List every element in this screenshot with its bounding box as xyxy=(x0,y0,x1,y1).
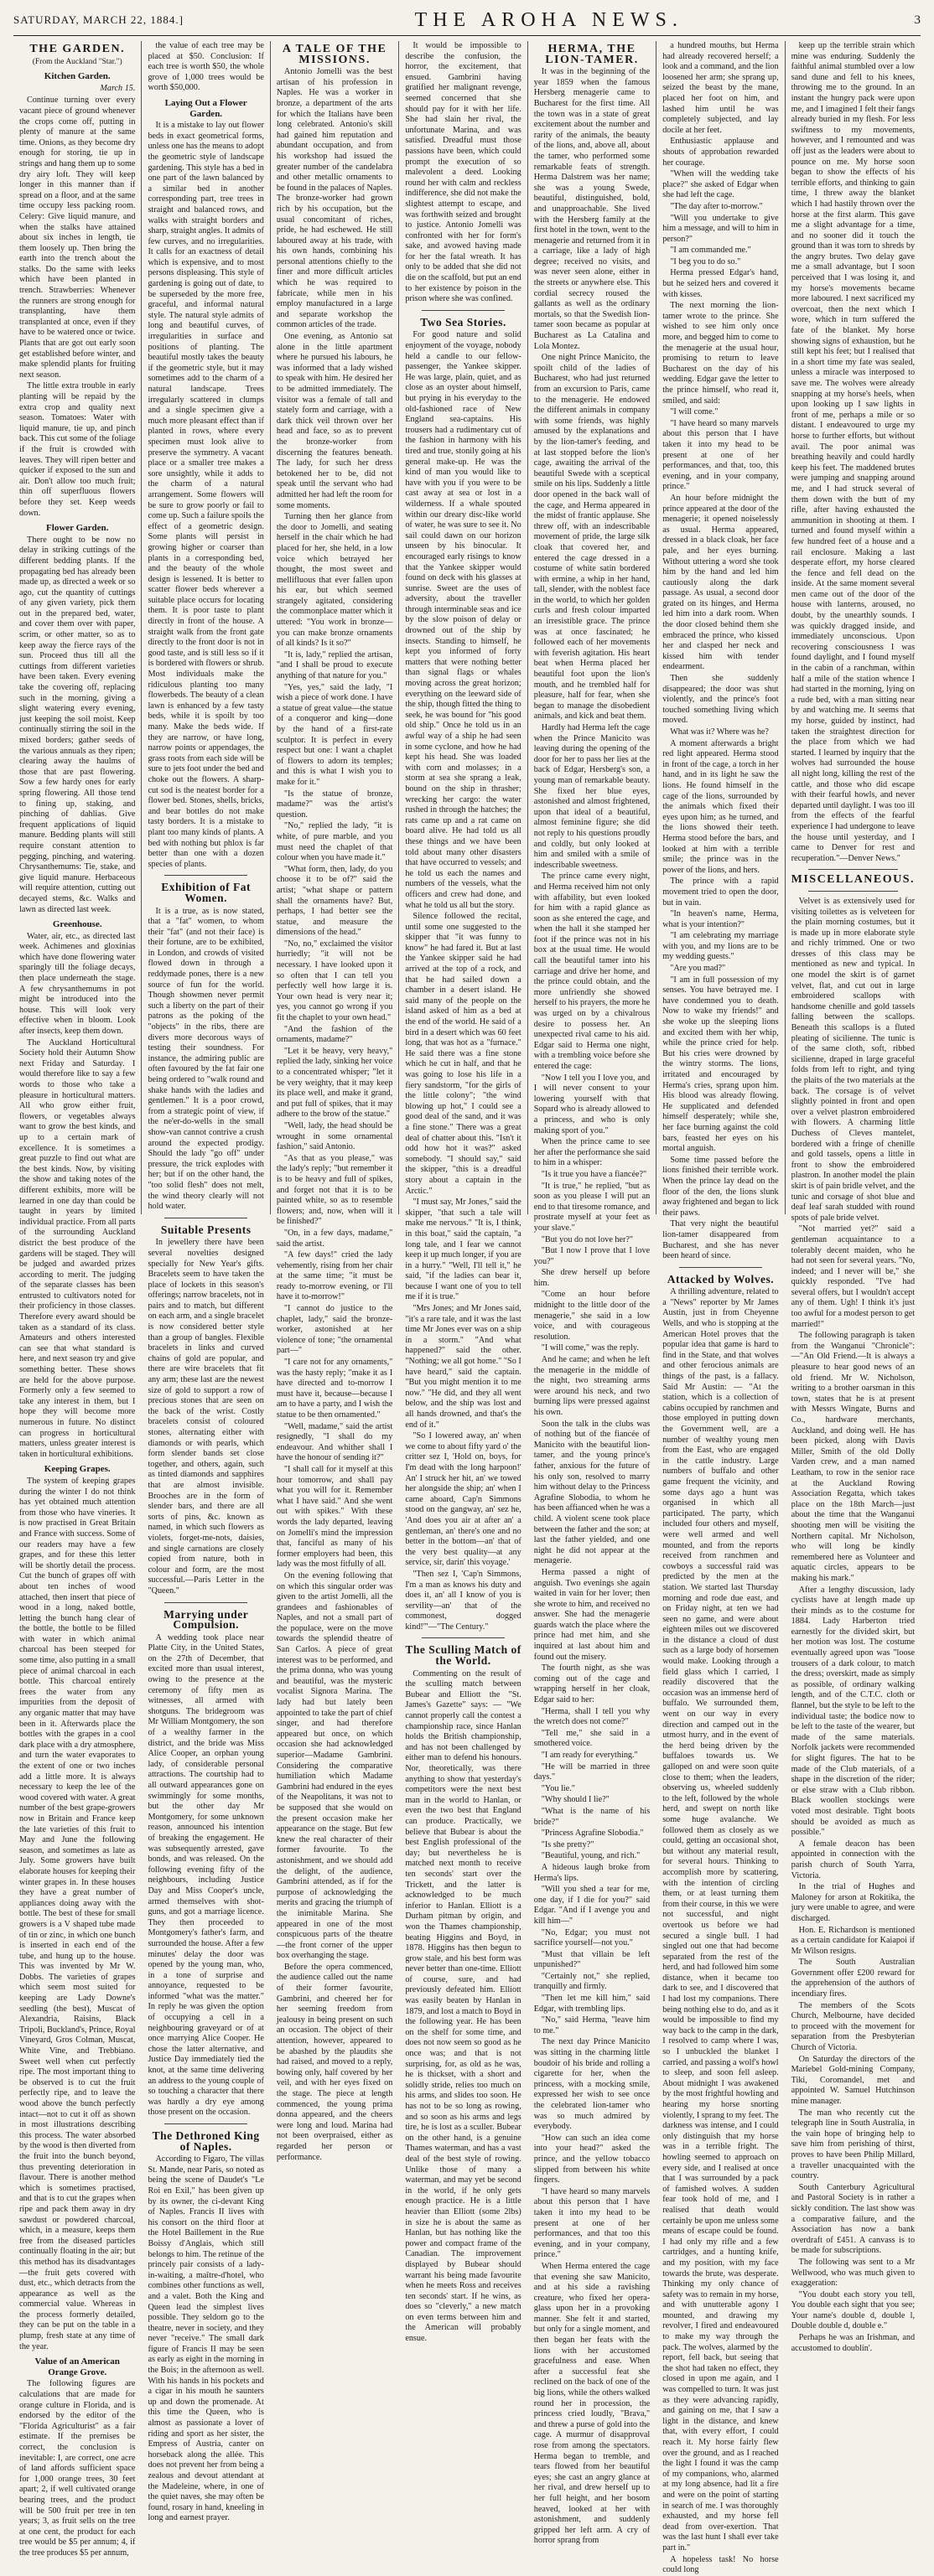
paragraph: "I am ready for everything." xyxy=(541,1751,638,1760)
divider xyxy=(679,1267,761,1268)
paragraph: Herma pressed Edgar's hand, but he seized hers and covered it with kisses. xyxy=(662,268,779,299)
paragraph: "Yes, yes," said the lady, "I wish a piece of work done. I have a statue of great value—the statue of a conqueror and king—done by the hand of a first-rate sculptor. It is perfect in every respect but one: I want a chaplet of flowers to adorn its temples; and this is what I wish you to make for it." xyxy=(276,682,393,787)
paragraph: The prince came every night, and Herma received him not only with affability, but even looked for him with a rapid glance as soon as she entered the cage, and when the hall it she stamped her foot if the prince was not in his box at the usual time. He would call the beautiful tamer into his carriage and drive her home, and the prince could obtain, and the more unfriendly she showed herself to his prayers, the more he was urged on by a chivalrous desire to possess her. An unexpected rival came to his aid. Edgar said to Herma one night, with a trembling voice before she entered the cage: xyxy=(533,872,651,1071)
paragraph: The following paragraph is taken from the Wanganui "Chronicle":—"An Old Friend.—It is always a pleasure to hear good news of an old friend. Mr W. Nicholson, writing to a brother oarsman in this town, states that he is at present with Messrs Wingate, Burns and Co., hardware merchants, Auckland, and doing well. He has been picked, along with Davis Miller, Smith of the old Dolly Varden crew, and a man named Leatham, to row in the senior race at the Auckland Rowing Association Regatta, which takes place on the 18th March—just about the time that the Wanganui shooting men will be visiting the Northern capital. Mr Nicholson, who will long be kindly remembered here as Volunteer and aquatic circles, appears to be making his mark." xyxy=(791,1331,916,1583)
paragraph: The next day Prince Manicito was sitting in the charming little boudoir of his bride and rolling a cigarette for her, when the princess, with a mocking smile, expressed her wish to see once the celebrated lion-tamer who was so much admired by everybody. xyxy=(533,2037,651,2132)
paragraph: It is a true, as is now stated, that a "fat" women, to whom their "fat" (and not their face) is their fortune, are to be exhibited, in London, and crowds of visited flowed down in through a reddymade pones, there is a new source of fun for the world. Though showmen never permit such a liberty on the part of their patrons as the poking of the "objects" in the ribs, there are divers more decorous ways of testing their soundness. For instance, the admiring public are often favoured by the fat fair one being ordered to "walk round and shake hands with the ladies and gentlemen." It is a poor crowd, from a strategic point of view, if the ne'er-do-wells in the small show-van cannot contrive a crush around the expected prodigy. Should the lady "go off" under pressure, the trick explodes with her; but if on the other hand, the "too solid flesh" does not melt, the wind theory clearly will not hold water. xyxy=(148,906,264,1212)
column-7 xyxy=(786,41,921,2353)
paragraph: "Then sez I, 'Cap'n Simmons, I'm a man as knows his duty and does it, an' all I know of you is servility—an' that of the commonest, dogged kind!'"—"The Century." xyxy=(405,1569,521,1632)
paragraph: "You doubt each story you tell, You double each sight that you see; Your name's double d, double l, Double double d, double e." xyxy=(791,2289,916,2331)
subheading-orange-grove: Value of an American Orange Grove. xyxy=(34,2356,120,2377)
paragraph: "No, no," exclaimed the visitor hurriedly; "it will not be necessary. I have looked upon it so often that I can tell you perfectly well how large it is. Your own head is very near it; yes, you cannot go wrong if you fit the chaplet to your own head." xyxy=(276,939,393,1023)
paragraph: "The day after to-morrow." xyxy=(670,201,763,211)
paragraph: "I beg you to do so." xyxy=(670,256,741,266)
paragraph: A wedding took place near Platte City, in the United States, on the 27th of December, that excited more than usual interest, owing to the presence at the ceremony of fifty men as witnesses, all armed with shotguns. The bridegroom was Mr William Montgomery, the son of a wealthy farmer in the district, and the bride was Miss Alice Cooper, an orphan young lady, of considerable personal attractions. The courtship had to all outward appearances gone on swimmingly for some months, but the other day Mr Montgomery, for some unknown reason, announced his intention of breaking the engagement. He was subsequently arrested, gave bonds, and was released. On the following evening fifty of the neighbours, including Justice Day and Miss Cooper's uncle, armed themselves with shot-guns, and got a marriage licence. They then proceeded to Montgomery's father's farm, and surrounded the house. After a few minutes' delay the door was opened by the young man, who, in a tone of surprise and annoyance, requested to be informed "what was the matter." In reply he was given the option of occupying a cell in a neighbouring graveyard or of at once marrying Alice Cooper. He chose the latter alternative, and Justice Day immediately tied the knot, at the same time delivering an address to the young couple of so touching a character that there was hardly a dry eye among those present on the occasion. xyxy=(148,1632,264,2118)
paragraph: "I am celebrating my marriage with you, and my lions are to be my wedding guests." xyxy=(662,931,779,962)
paragraph: Antonio Jomelli was the best artisan of his profession in Naples. He was a worker in bronze, a department of the arts for which the Italians have been long celebrated. Antonio's skill had gained him reputation and abundant occupation, and from his workshop had issued the greater number of the candelabra and other metallic ornaments to be found in the palaces of Naples. The bronze-worker had grown rich by his occupation, but the usual concomitant of riches, pride, he had eschewed. He still laboured away at his trade, with his own hands, combining his personal attentions chiefly to the finer and more difficult articles which he was required to fabricate, while men in his employ manufactured in a large and separate workshop the common articles of the trade. xyxy=(276,67,393,330)
paragraph: On Saturday the directors of the Mariebel Gold-mining Company, Tiki, Coromandel, met and appointed W. Samuel Hutchinson mine manager. xyxy=(791,2054,916,2106)
paragraph: "But I now I prove that I love you?" xyxy=(533,1246,651,1266)
columns xyxy=(13,41,921,2575)
paragraph: "No," said Herma, "leave him to me." xyxy=(533,2015,651,2035)
masthead xyxy=(13,8,921,36)
paragraph: It would be impossible to describe the confusion, the horror, the excitement, that ensued. Gambrini having gratified her malignant revenge, seemed concerned that she should pay for it with her life. She had slain her rival, the unfortunate Marina, and was satisfied. Dreadful must those passions have been, which could prompt the execution of so malevolent a deed. Looking round her with calm and reckless indifference, she did not make the slightest attempt to escape, and was forthwith seized and brought to justice. Antonio Jomelli was confronted with her for form's sake, and avowed having made for her the fatal wreath. It has only to be added that she did not die on the scaffold, but put an end to her existence by poison in the prison where she was confined. xyxy=(405,41,521,304)
column-3 xyxy=(271,41,399,2162)
paragraph: the value of each tree may be placed at $50. Conclusion: If each tree is worth $50, the whole grove of 1,000 trees would be worth $50,000. xyxy=(148,41,264,93)
paragraph: "Is it true you have a fiancée?" xyxy=(541,1169,647,1179)
paragraph: "Will you shed a tear for me, one day, if I die for you?" said Edgar. "And if I avenge you and kill him—" xyxy=(533,1885,651,1926)
paragraph: "Will you undertake to give him a message, and will to him in person?" xyxy=(662,213,779,244)
paragraph: "So I lowered away, an' when we come to about fifty yard o' the critter sez I, 'Hold on, boys, for I'm dead with the long harpoon!' An' I struck her hit, an' we towed her alongside the ship; an' when I came aboard, Cap'n Simmons stood on the gangway, an' sez he, 'And does you air at after an' a gentleman, an' there's one and no better in the bottom—an' that of the very best quality—at any service, sir, darin' this voyage.' xyxy=(405,1431,521,1568)
paragraph: "In heaven's name, Herma, what is your intention?" xyxy=(662,909,779,929)
paragraph: "Let it be heavy, very heavy," replied the lady, sinking her voice to a concentrated whisper; "let it be very weighty, that it may keep its place well, and make it grand, and put full of spikes, that it may adhere to the brow of the statue." xyxy=(276,1046,393,1120)
paragraph: "Mrs Jones; and Mr Jones said, "it's a rare tale, and it was the last time Mr Jones ever was on a ship in a storm." "And what happened?" said the other. "Nothing; we all got home." "So I have heard," said the captain. "But you might mention it to me now." "He did, and they all went below, and the ship was lost and all hands drowned, and that's the end of it." xyxy=(405,1304,521,1430)
paragraph: "And the fashion of the ornaments, madame?" xyxy=(276,1024,393,1045)
paragraph: "Not married yet?" said a gentleman acquaintance to a tolerably decent maiden, who he had not seen for several years. "No, indeed; and I never will be," she quickly responded. "I've had several offers, but I wouldn't accept any of them. Ugh! I think it's just too awful for a modest person to get married!" xyxy=(791,1224,916,1329)
paragraph: "I am commanded me." xyxy=(670,246,751,256)
paragraph: When Herma entered the cage that evening she saw Manicito, and at his side a ravishing creature, who fixed her opera-glass upon her in a provoking manner. She felt it and started, but only for a single moment, and then began her feats with the lions with her accustomed gracefulness and ease. When after a successful feat she reclined on the back of one of the big lions, while the others walked round her in procession, the princess cried loudly, "Brava," and threw a purse of gold into the cage. A murmur of disapproval rose from among the spectators. Herma began to tremble, and tears flowed from her beautiful eyes; she cast an angry glance at her rival, and drew herself up to her full height, and her bosom heaved, looked at her with astonishment, and suddenly gripped her left arm. A cry of horror sprang from xyxy=(533,2261,651,2546)
issue-date: SATURDAY, MARCH 22, 1884.] xyxy=(13,13,184,26)
paragraph: The following figures are calculations that are made for orange culture in Florida, and is endorsed by the editor of the "Florida Agriculturist" as a fair estimate. If the premises be correct, the conclusion is inevitable: I, are correct, one acre of land affords sufficient space for 1,000 orange trees, 30 feet apart; 2, if well cultivated orange bearing trees, and the product will be 500 fruit per tree in ten years; 3, as fruit sells on the tree at one cent, the product for each tree would be $5 per annum; 4, if the tree produces $5 per annum, xyxy=(19,2379,136,2558)
article-heading-tale-missions: A TALE OF THE MISSIONS. xyxy=(282,43,387,66)
divider xyxy=(422,1637,504,1638)
paragraph: An hour before midnight the prince appeared at the door of the menagerie; it opened noiselessly as usual. Herma appeared, dressed in a black cloak, her face pale, and her eyes burning. Without uttering a word she took him by the hand and led him cautiously along the dark passage. As usual, a second door grated on its hinges, and Herma led him into a dark room. When the door closed behind them she embraced the prince, who kissed her and clasped her neck and kissed him with tender endearment. xyxy=(662,493,779,672)
paragraph: A moment afterwards a bright red light appeared. Herma stood in front of the cage, a torch in her hand, and in its light he saw the lions. He found himself in the cage of the lions, surrounded by the animals which fixed their eyes upon him; as he turned, and the lions showed their teeth. Herma stood before the bars, and looked at him with a terrible smile; the prince was in the power of the lions, and hers. xyxy=(662,738,779,875)
divider xyxy=(164,1602,246,1603)
paragraph: "No," replied the lady, "it is white, of pure marble, and you must need the chaplet of that colour when you have made it." xyxy=(276,821,393,863)
article-heading-garden: THE GARDEN. xyxy=(29,43,126,55)
paragraph: The prince with a rapid movement tried to open the door, but in vain. xyxy=(662,877,779,908)
paragraph: When the prince came to see her after the performance she said to him in a whisper: xyxy=(533,1137,651,1168)
article-heading-king-naples: The Dethroned King of Naples. xyxy=(152,2129,260,2153)
paragraph: "Is the statue of bronze, madame?" was the artist's question. xyxy=(276,789,393,820)
paragraph: The members of the Scots Church, Melbourne, have decided to proceed with the movement for separation from the Presbyterian Church of Victoria. xyxy=(791,2000,916,2053)
paragraph: In the trial of Hughes and Maloney for arson at Rokitika, the jury were unable to agree, and were discharged. xyxy=(791,1882,916,1923)
paragraph: "No, Edgar; you must not sacrifice yourself—not you." xyxy=(533,1927,651,1948)
paragraph: Continue turning over every vacant piece of ground whenever the crops come off, putting in plenty of manure at the same time. Onions, as they become dry enough for storing, tie up in strings and hang them up to some dry airy loft. They will keep longer in this manner than if spread on a floor, and at the same time occupy less packing room. Celery: Give liquid manure, and when the stalks have attained about six inches in length, tie them loosely up. Then bring the earth into the trench about the stalks. Do the same with leeks which have been planted in trench. Strawberries: Whenever the runners are strong enough for transplanting, have them transplanted at once, even if they have to be watered once or twice. Plants that are got out early soon get established before winter, and make splendid plants for fruiting next season. xyxy=(19,96,136,380)
paragraph: "You lie." xyxy=(541,1783,575,1793)
paragraph: Turning then her glance from the door to Jomelli, and seating herself in the chair which he had placed for her, she held, in a low voice which betrayed her thought, the most sweet and mellifluous that ever fallen upon his ear, but which seemed strangely agitated, considering the commonplace matter which it uttered: "You work in bronze—you can make bronze ornaments of all kinds? Is it so?" xyxy=(276,512,393,649)
article-heading-sea-stories: Two Sea Stories. xyxy=(420,315,506,328)
paragraph: Then she suddenly disappeared; the door was shut violently, and the prince's foot touched something living which moved. xyxy=(662,674,779,726)
paragraph: "I will come," was the reply. xyxy=(541,1343,639,1353)
subheading-flower-garden: Flower Garden. xyxy=(46,523,109,534)
paragraph: She drew herself up before him. xyxy=(533,1268,651,1288)
paragraph: "He will be married in three days." xyxy=(533,1761,651,1782)
column-5 xyxy=(528,41,656,2546)
paragraph: Enthusiastic applause and shouts of approbation rewarded her courage. xyxy=(662,137,779,168)
paragraph: "I care not for any ornaments," was the hasty reply; "make it as I have directed and to-morrow I must have it, because—because I am to have a party, and I wish the statue to be then ornamented." xyxy=(276,1358,393,1420)
paragraph: "I have heard so many marvels about this person that I have taken it into my head to be present at one of her performances, and that too this evening, and in your company, prince." xyxy=(533,2186,651,2260)
paragraph: Hon. E. Richardson is mentioned as a certain candidate for Kaiapoi if Mr Wilson resigns. xyxy=(791,1925,916,1956)
paragraph: It was in the beginning of the year 1859 when the famous Hersberg menagerie came to Bucharest for the first time. All the town was in a state of great excitement about the number and rarity of the animals, the beauty of the lions, and, above all, about the tamer, who performed some remarkable feats of strength. Herma Dalstrem was her name; she was a young Swede, beautiful, distinguished, bold, and unapproachable. She lived with the Hersberg family at the first hotel in the town, went to the menagerie and returned from it in a carriage, like a lady of high degree; received no visits, and was never seen alone, either in the streets or anywhere else. This cordial secrecy roused the gallants as well as the ordinary mortals, so that the Swedish lion-tamer soon became as popular at Bucharest as La Catalina and Lola Montez. xyxy=(533,67,651,351)
paragraph: "A few days!" cried the lady vehemently, rising from her chair at the same time; "it must be ready to-morrow evening, or I'll have it to-morrow!" xyxy=(276,1250,393,1302)
article-heading-wolves: Attacked by Wolves. xyxy=(667,1272,775,1285)
paragraph: "Are you mad?" xyxy=(670,964,726,974)
paragraph: Water, air, etc., as directed last week. Achimenes and gloxinias which have done flowering water sparingly till the foliage decays, then place underneath the stage. A few chrysanthemums in pot might be introduced into the house. This will look very effective when in bloom. Look after insects, keep them down. xyxy=(19,931,136,1037)
paragraph: "What is the name of his bride?" xyxy=(533,1806,651,1827)
paragraph: "Tell me," she said in a smothered voice. xyxy=(533,1728,651,1749)
paragraph: There ought to be now no delay in striking cuttings of the different bedding plants. If the propagating bed has already been made up, as directed a week or so ago, cut the quantity of cuttings of any given variety, pick them out in the prepared bed, water, and cover them over with paper, scrim, or other matter, so as to keep away the fierce rays of the sun. Proceed thus till all the cuttings from different varieties have been taken. Every evening take the covering off, replacing such in the morning, giving a slight watering every evening, just keeping the soil moist. Keep continually stirring the soil in the mixed borders; gather seeds of the various annuals as they ripen; clearing away the haulms of those that are past flowering. Sow a few hardy ones for early spring flowering. All those tend to fining up, staking, and pinching of dahlias. Give frequent applications of liquid manure. Bedding plants will still require constant attention to pegging, pinching, and watering. Chrysanthemums: Tie, stake, and give liquid manure. Herbaceous will require attention, cutting out decayed stems, &c. Walks and lawn as directed last week. xyxy=(19,535,136,914)
article-heading-sculling-match: The Sculling Match of the World. xyxy=(405,1643,521,1668)
paragraph: Soon the talk in the clubs was of nothing but of the fiancée of Manicito with the beautiful lion-tamer, and the young prince's father, anxious for the future of his only son, resolved to marry him without delay to the Princess Agrafine Slobodia, to whom he has been affianced when he was a child. A violent scene took place between the father and the son; at last the father yielded, and one night he did not appear at the menagerie. xyxy=(533,1419,651,1566)
paragraph: Some time passed before the lions finished their terrible work. When the prince lay dead on the floor of the den, the lions slunk away frightened and began to lick their paws. xyxy=(662,1155,779,1218)
article-credit: (From the Auckland "Star.") xyxy=(32,57,122,66)
paragraph: The South Australian Government offer £200 reward for the apprehension of the authors of incendiary fires. xyxy=(791,1958,916,1999)
newspaper-title: THE AROHA NEWS. xyxy=(414,8,683,31)
paragraph: A hopeless task! No horse could long xyxy=(662,2554,779,2575)
paragraph: For good nature and solid enjoyment of the voyage, nobody held a candle to our fellow-passenger, the Yankee skipper. He was large, plain, quiet, and as close as an oyster about himself, but prying in his everyday to the old-fashioned race of New England sea-captains. His trousers had a rudimentary cut of the fashion in harmony with his tired and true, stonily going at his general make-up. He was the kind of man you would like to have with you if you were to be cast away at sea or lost in a wilderness. If a whale spouted within our dreary disc-like world of water, he was sure to see it. No sail could dawn on our horizon unseen by his binocular. It encouraged early risings to know that the Yankee skipper would found on deck with his glasses at sunrise. Sweet are the uses of adversity, about the traveller through interminable seas and ice by the slow poison of delay or drowned out of the ship by insects. Standing to himself, he kept you informed of forty matters that were nothing better than signal flags or whales moving across the great horizon; everything on the leeward side of the ship, though fitted the thing to seek, he was bound for "his good old ship." Once he told us in an awful way of a ship he had seen in some cyclone, and how he had kept his head. She was loaded with corn and molasses; in a storm at sea she sprang a leak, bound on the ship in thrasher; wrecking her cargo: the water rushed in through the hatches; the rats came up and a rat came on board alive. He had told us all these things and we have been told about many other disasters that have occurred to vessels; and he told us each the names and numbers of the vessels, what the officers and crew had done, and what he told us all but the story. xyxy=(405,330,521,910)
paragraph: Velvet is as extensively used for visiting toilettes as is velveteen for the plain morning costumes, but it is made up in more elaborate style and richly trimmed. One or two dresses of this class may be mentioned as new and typical. In one model the skirt is of garnet velvet, flat, and cut out in large embroidered scallops with handsome chenille and gold tassels falling between the scallops. Beneath this scallops is a fluted pleating of sicilienne. The tunic is of the same cloth, soft, ribbed sicilienne, draped in large graceful folds from left to right, and tying the plaits of the two materials at the back. The corsage is of velvet slightly pointed in front and open over a velvet plastron embroidered with flowers. A charming little Duchess of Cleves mantelet, bordered with a fringe of chenille and gold tassels, opens a little in front to show the embroidered plastron. In another model the plain skirt is of pain bridle velvet, and the tunic and corsage of shot blue and deaf leaf sarah studded with round spots of pale bride velvet. xyxy=(791,896,916,1223)
paragraph: "As that as you please," was the lady's reply; "but remember it is to be heavy and full of spikes, and forget not that it is to be painted white, so as to resemble flowers; and, now, when will it be finished?" xyxy=(276,1153,393,1227)
paragraph: Herma passed a night of anguish. Two evenings she again waited in vain for her lover; then she wrote to him, and received no answer. She had the menagerie guards watch the place where the prince had met him, and she inquired at last about him and found out the misery. xyxy=(533,1567,651,1662)
paragraph: "Beautiful, young, and rich." xyxy=(541,1851,641,1861)
paragraph: Commenting on the result of the sculling match between Bubear and Elliott the "St. James's Gazette" says: — "We cannot properly call the contest a championship race, since Hanlan holds the British championship, and has not been challenged by either man to defend his honours. Nor, theoretically, was there anything to show that yesterday's competitors were the next best man in the world to Hanlan, or even the two best that England can produce. Practically, we believe that Bubear is about the best English professional of the day; but nevertheless he is matched next month to receive ten seconds' start over the Trickett, and the latter is acknowledged to be much inferior to Hanlan. Elliott is a Durham pitman by origin, and won the Thames championship, beating Higgins and Boyd, in 1878. Higgins has then begun to grow stale, and his best form was never better than one-time. Elliott of course, sure, and had previously defeated him. Elliott was easily beaten by Hanlan in 1879, and lost a match to Boyd in the following year. He has been on the shelf for some time, and does not now seem so good as he once was; and that is not surprising, for, as old as he was, he is thickset, with a short and solidly stride, relies too much on his arms, and slides too soon. He has not to be so long as rowing, and so soon as his arms and legs tire, he is lost as a sculler. Bubear on the other hand, is a genuine Thames waterman, and has a vast deal of the best style of rowing. Unlike those of many a waterman, and may yet be second in the world, if he only gets enough practice. He is a little heavier than Elliott (some 2lbs) in size he is about the same as Hanlan, but has nothing like the power and compact frame of the Canadian. The improvement displayed by Bubear should warrant his being made favourite when he meets Ross and receives ten seconds' start. If he wins, as does so "cleverly," a new match on even terms between him and the American will probably ensue. xyxy=(405,1668,521,2344)
paragraph: "I have heard so many marvels about this person that I have taken it into my head to be present at one of her performances, and that, too, this evening, and in your company, prince." xyxy=(662,418,779,492)
paragraph: "What form, then, lady, do you choose it to be of?" said the artist; "what shape or pattern shall the ornaments have? But, perhaps, I had better see the statue, and measure the dimensions of the head." xyxy=(276,864,393,938)
article-heading-marrying: Marrying under Compulsion. xyxy=(163,1607,249,1632)
column-2 xyxy=(142,41,270,2523)
divider xyxy=(808,869,898,870)
paragraph: "Princess Agrafine Slobodia." xyxy=(541,1829,644,1839)
paragraph: "I must say, Mr Jones," said the skipper, "that such a tale will make me nervous." "It is, I think, in this boat," said the captain, "a long tale, and I fear we cannot keep it up much longer, if you are in a hurry." "Well, I'll tell it," he said, "if the ladies can bear it, because I want one of you to tell me if it is true." xyxy=(405,1197,521,1302)
paragraph: On the evening following that on which this singular order was given to the artist Jomelli, all the grandees and fashionables of Naples, and not a small part of the populace, were on the move towards the splendid theatre of San Carlos. A piece of great interest was to be performed, and the prima donna, who was young and beautiful, was the mysteric vocalist Signora Marina. The lady had but lately been appointed to take the part of chief singer, and had therefore appeared but once, on which occasion she had acknowledged superior—Madame Gambrini. Considering the comparative humiliation which Madame Gambrini had endured in the eyes of the Neapolitans, it was not to be supposed that she would on the present occasion make her appearance on the stage. But few knew the real character of their former favourite. To the astonishment, and we should add the delight, of the audience, Gambrini attended, as if for the purpose of acknowledging the merits and gracing the triumph of the inimitable Marina. She appeared in one of the most conspicuous parts of the theatre—the front corner of the upper box overhanging the stage. xyxy=(276,1570,393,1961)
paragraph: Perhaps he was an Irishman, and accustomed to doublin'. xyxy=(791,2333,916,2353)
paragraph: That very night the beautiful lion-tamer disappeared from Bucharest, and she has never been heard of since. xyxy=(662,1219,779,1261)
subheading-kitchen-garden: Kitchen Garden. xyxy=(44,71,111,82)
paragraph: The fourth night, as she was coming out of the cage and wrapping herself in her cloak, Edgar said to her: xyxy=(533,1663,651,1705)
paragraph: "Well, madame," said the artist resignedly, "I shall do my endeavour. And whither shall I have the honour of sending it?" xyxy=(276,1421,393,1463)
paragraph: "I shall call for it myself at this hour tomorrow, and shall pay what you will for it. Remember what I have said." And she went out with spikes." With these words the lady departed, leaving on Jomelli's mind the impression that, fanciful as many of his former employers had been, this lady was the most fitfully of all. xyxy=(276,1464,393,1570)
paragraph: After a lengthy discussion, lady cyclists have at length made up their minds as to the costume for 1884. Lady Harberton tried earnestly for the divided skirt, but her motion was lost. The costume eventually agreed upon was "loose trousers of a dark colour, to match the dress; overskirt, made as simply as possible, of ordinary walking length, and of the C.T.C. cloth or flannel, but the style to be left to the individual taste; the bodice now to be left to the taste of the wearer, but made of the same materials. Norfolk jackets were recommended for slight figures. The hat to be made of the Club materials, of a shape in the discretion of the rider; or else straw with a Club ribbon. Black woollen stockings were voted most desirable. Tight boots should be avoided as much as possible." xyxy=(791,1585,916,1838)
paragraph: The system of keeping grapes during the winter I do not think has yet obtained much attention from those who have vineries. It is now practised in Great Britain and France with success. Some of our readers may have a few grapes, and for these this letter will be shortly detail the process. Cut the bunch of grapes off with about ten inches of wood attached, then insert that piece of wood in a long, naked bottle, letting the bunch hang clear of the bottle, the bottle to be filled with water in which animal charcoal has been steeped for some time, also putting in a small piece of animal charcoal in each bottle. This charcoal entirely frees the water from any impurities from the deposit of any organic matter that may have been in it. Afterwards place the bottles with the grapes in a cool dark place with a dry atmosphere, and turn the water evaporates to the extent of one or two inches add a little more. It is always necessary to keep the lee of the wood covered with water. A great number of the best grape-growers now in Britain and France keep the late varieties of this fruit to May and June the following season, and sometimes as late as July. Some growers have built elaborate houses for keeping their winter grapes in. In these houses they have a great number of appliances doing away with the bottle. The best of these for small growers is a V shaped tube made of tin or zinc, in which one bunch is inserted in each end of the tube, and hung up to the house. This was invented by Mr W. Dobbs. The varieties of grapes which seem most suited for keeping are Lady Downe's seedling (the best), Muscat of Alexandria, Raisins, Black Tripoli, Buckland's, Prince, Royal Vineyard, Gros Colman, Muscat, White Vine, and Trebbiano. Sweet well when cut perfectly ripe. The most important thing to be observed is to cut the fruit perfectly ripe, and to leave the wood above the bunch perfectly intact—not to cut it off as shown in most illustrations describing this process. The water absorbed by the wood is then diverted from the fruit into the bunch beyond, thus preventing deterioration in flavour. There is another method which is sometimes practised, and that is to cut the grapes when ripe and pack them away in dry sawdust or powdered charcoal, which, in a measure, keeps them free from the diseased particles continually floating in the air; but this method has its disadvantages—the fruit gets covered with dust, etc., which detracts from the appearance as well as the commercial value. Whereas in the process formerly detailed, they can be put on the table in a plump, fresh state at any time of the year. xyxy=(19,1476,136,2351)
paragraph: What was it? Where was he? xyxy=(670,727,769,737)
paragraph: "On, in a few days, madame," said the artist. xyxy=(276,1228,393,1249)
paragraph: One night Prince Manicito, the spoilt child of the ladies of Bucharest, who had just returned from an excursion to Paris, came to the menagerie. He endowed the different animals in company with some friends, was highly amused by the explanations and by the lion-tamer's feeding, and at last stopped before the lion's cage, awaiting the arrival of the beautiful Swede with a sceptical smile on his lips. Suddenly a little door opened in the back wall of the cage, and Herma appeared in the midst of frantic applause. She threw off, with an indescribable movement of pride, the large silk cloak that covered her, and entered the cage dressed in a costume of white satin bordered with ermine, a whip in her hand, tall, slender, with the noblest face in the world, to which her golden curls and fresh colour imparted an irresistible grace. The prince was at once fascinated; he followed each of her movements with feverish agitation. His heart beat when Herma placed her beautiful foot upon the lion's mouth, and he trembled half for pleasure, half for fear, when she began to manage the disobedient animals, and kick and beat them. xyxy=(533,353,651,722)
paragraph: "Is she pretty?" xyxy=(541,1839,594,1849)
article-heading-miscellaneous: MISCELLANEOUS. xyxy=(791,873,916,887)
article-heading-presents: Suitable Presents xyxy=(160,1223,252,1236)
paragraph: One evening, as Antonio sat alone in the little apartment where he pursued his labours, he was informed that a lady wished to speak with him. He desired her to be admitted immediately. The visitor was a female of tall and stately form and carriage, with a dark thick veil thrown over her head and face, so as to prevent the bronze-worker from discerning the features beneath. The lady, for such her dress betokened her to be, did not speak until the servant who had admitted her had left the room for some moments. xyxy=(276,332,393,510)
paragraph: "Now I tell you I love you, and I will never consent to your lowering yourself with that Sopard who is already allowed to a princess, and who is only making sport of you." xyxy=(533,1073,651,1135)
paragraph: The man who recently cut the telegraph line in South Australia, in the vain hope of bringing help to save him from perishing of thirst, proves to have been Philip Millard, a traveller unacquainted with the country. xyxy=(791,2108,916,2181)
paragraph: Silence followed the recital, until some one suggested to the skipper that "it was funny to know" he had fared it. But at last the Yankee skipper said he had arrived at the top of a rock, and that he had sailed down a chamber in a desert island. He said many of the people on the island asked of him as a bed at the end of the world. He said of a bird in a desert which was 60 feet long, that was hot as a "furnace." He said there was a fine stone which he cut in half, and that he was going to lose his life in a fiery sandstorm, "for the girls of the little colony"; "the wind blowing up hot," I could see a good deal of the sand, and it was a fine stone." There was a great deal of chatter about this. "Isn't it odd how hot it was?" asked somebody. "I should say," said the skipper, "this is a dreadful story about a captain in the Arctic." xyxy=(405,912,521,1196)
paragraph: And he came; and when he left the menagerie in the middle of the night, two streaming arms were around his neck, and two burning lips were pressed against his own. xyxy=(533,1355,651,1417)
column-6 xyxy=(656,41,785,2575)
page-number: 3 xyxy=(914,13,921,27)
column-4 xyxy=(399,41,527,2344)
article-heading-herma: HERMA, THE LION-TAMER. xyxy=(545,43,639,66)
subheading-greenhouse: Greenhouse. xyxy=(52,919,102,930)
divider xyxy=(808,891,898,892)
subheading-keeping-grapes: Keeping Grapes. xyxy=(44,1464,111,1475)
paragraph: "But you do not love her?" xyxy=(541,1234,634,1244)
paragraph: According to Figaro, The villas St. Mande, near Paris, so noted as being the scene of Daudet's "Le Roi en Exil," has been given up by its owner, the ci-devant King of Naples. Francis II lives with his consort on the third floor at the Hotel Baillement in the Rue Boissy d'Anglais, which still belongs to him. The retinue of the princely pair consists of a lady-in-waiting, a maître-d'hotel, who combines other functions as well, and a valet. Both the King and Queen lead the simplest lives possible. They seldom go to the theatre, never in society, and they never "receive." The small dark figure of Francis II may be seen as early as eight in the morning in the Bois; in the afternoon as well. With his hands in his pockets and a cigar in his mouth he saunters up and down the promenade. At this time the Queen, who is almost as passionate a lover of riding and sport as her sister, the Empress of Austria, canter on horseback along the allée. This does not prevent her from being a zealous and devout attendant at the Madeleine, where, in one of the quiet naves, she may often be found, rosary in hand, kneeling in long and earnest prayer. xyxy=(148,2154,264,2523)
paragraph: "It is, lady," replied the artisan, "and I shall be proud to execute anything of that nature for you." xyxy=(276,649,393,681)
paragraph: Hardly had Herma left the cage when the Prince Manicito was leaving during the opening of the door for her to pass her lies at the back of Edgar, Hersberg's son, a young man of remarkable beauty. She fixed her blue eyes, astonished and almost frightened, upon that ideal of a beautiful, almost feminine figure; she did not reply to his questions proudly and coldly, but only looked at him and smiled with a smile of indescribable sweetness. xyxy=(533,723,651,870)
paragraph: "When will the wedding take place?" she asked of Edgar when she had left the cage. xyxy=(662,169,779,200)
subheading-flower-garden-layout: Laying Out a Flower Garden. xyxy=(164,97,247,119)
article-heading-fat-women: Exhibition of Fat Women. xyxy=(161,881,252,904)
paragraph: "Herma, shall I tell you why the wretch does not come?" xyxy=(533,1706,651,1727)
paragraph: In jewellery there have been several novelties designed specially for New Year's gifts. Bracelets seem to have taken the place of lockets in this season's offerings; narrow bracelets, not in pairs and to match, but different on each arm, and a single bracelet is now considered better style than a group of bangles. Flexible bracelets in links and curved chains of gold are popular, and there are wire bracelets that fit any arm; these last are the newest size of gold to support a row of precious stones that are seen on the back of the wrist. Costly bracelets consist of coloured stones, alternating either with diamonds or with pearls, which form slender bands set close together, and others, again, such as tinted diamonds and sapphires that are almost invisible. Brooches are in the form of slender bars, and there are all sorts of pins, &c. known as named, in which such flowers as violets, forget-me-nots, daisies, and single carnations are closely copied from nature, both in colour and form, are the most successful.—Paris Letter in the "Queen." xyxy=(148,1238,264,1596)
article-date: March 15. xyxy=(100,83,136,93)
paragraph: The following was sent to a Mr Wellwood, who was much given to exaggeration: xyxy=(791,2257,916,2289)
divider xyxy=(164,2123,246,2124)
paragraph: "How can such an idea come into your head?" asked the prince, and the yellow tobacco slipped from between his white fingers. xyxy=(533,2133,651,2185)
paragraph: "Why should I lie?" xyxy=(541,1795,610,1805)
paragraph: A female deacon has been appointed in connection with the parish church of South Yarra, Victoria. xyxy=(791,1839,916,1880)
column-1 xyxy=(13,41,142,2558)
paragraph: "It is true," he replied, "but as soon as you please I will put an end to that tiresome romance, and prostrate myself at your feet as your slave." xyxy=(533,1181,651,1233)
paragraph: A hideous laugh broke from Herma's lips. xyxy=(533,1862,651,1883)
paragraph: "Come an hour before midnight to the little door of the menagerie," she said in a low voice, and with courageous resolution. xyxy=(533,1290,651,1342)
paragraph: A thrilling adventure, related to a "News" reporter by Mr James Austin, just in from Cheyenne Wells, and who is stopping at the American Hotel proves that the popular idea that game is hard to find in the State, and that wolves and other ferocious animals are things of the past, is a fallacy. Said Mr Austin: — "At the station, which is a collection of cabins occupied by ranchmen and those employed in putting down the Government well, are a number of wealthy young men from the East, who are engaged in the cattle industry. Large numbers of buffalo and other game frequent the vicinity, and some days ago a hunt was organised in which all participated. The party, which included four others and myself, were well armed and well mounted, and from the reports received from ranchmen and cowboys a successful raid was predicted by the men at the station. We started last Thursday morning and rode due east, and on Friday night, at ten we had seen no game, and were about eighteen miles out we discovered in the distance a cloud of dust such as a large body of horsemen would make. Looking through a field glass which I carried, I readily discovered that the occasion was an immense herd of buffalo. We surrounded them, went on our way in every direction and camped out in the utmost hurry, and in the event of the herd being driven by the buffaloes towards us. We galloped on and were soon quite close to them; when the leaders, observing us, wheeled suddenly to the left, followed by the whole herd, and swept on north like some huge avalanche. We followed them as closely as we could, getting an occasional shot, but without any material result, for several hours. Thinking to accomplish more by scattering, with the intention of circling them, or at least turning them from their course, in this we were not successful, and night overtook us before we had secured a single bull. I had singled out one that had become separated from the rest of the herd, and had followed him some distance, when it became too dark to see, and I discovered that I had lost my companions. There being nothing else to do, and as it would be impossible to find my way back to the camp in the dark, I resolved to camp where I was, so I unbuckled the blanket I carried, and passing a wolf's howl to sleep, and soon fell asleep. About midnight I was awakened by the most frightful howling and hearing my horse snorting violently, I sprang to my feet. The darkness was intense, and I could only distinguish that my horse was in a terrible fright. The howling seemed to approach on every side, and I realised at once that I was surrounded by a pack of famished wolves. A sudden fear took hold of me, and I realised that death would certainly be upon me unless some means of escape could be found. I had only my rifle and a few cartridges, and a hunting knife, and my position, with my face towards the brute, was desperate. Thinking my only chance of safety was to remain in my horse, and with unutterable agony I mounted, and drawing my revolver, I fired and endeavoured to make my way through the pack. The wolves, alarmed by the report, fell back, but seeing that the shot had taken no effect, they closed in upon me again, and I was compelled to turn. It was just as they were advancing rapidly, and gaining on me, that I saw a light in the distance, and knew that, with every effort, I could reach it. My horse fairly flew over the ground, and as I reached the light I found it was the camp of my companions, who, alarmed at my long absence, had lit a fire and were on the point of starting in search of me. I was thoroughly exhausted, and my horse fell dead from over-exertion. That was the last hunt I shall ever take part in." xyxy=(662,1287,779,2553)
paragraph: The little extra trouble in early planting will be repaid by the extra crop and quality next season. Tomatoes: Water with liquid manure, tie up, and pinch back. This cut some of the foliage if the fruit is crowded with leaves. They will ripen better and quicker if exposed to the sun and air. Don't allow too much fruit; thin off superfluous flowers before they set. Keep weeds down. xyxy=(19,381,136,518)
paragraph: "Must that villain be left unpunished?" xyxy=(533,1949,651,1970)
paragraph: Before the opera commenced, the audience called out the name of their former favourite, Gambrini, and cheered her for her seeming freedom from jealousy in being present on such an occasion. The object of their attention, however, appeared to be abashed by the plaudits she had raised, and moved to a reply, bowing only, half covered by her veil, and with her eyes fixed on the stage. The piece at length commenced, the young prima donna appeared, and the cheers were long and loud. Marina had not been overpraised, either as regarded her person or performance. xyxy=(276,1962,393,2162)
divider xyxy=(164,875,246,876)
paragraph: The next morning the lion-tamer wrote to the prince. She wished to see him only once more, and begged him to come to the menagerie at the usual hour, promising to return to leave Bucharest on the day of his wedding. Edgar gave the letter to the prince himself, who read it, smiled, and said: xyxy=(662,301,779,406)
paragraph: "I will come." xyxy=(670,407,719,417)
paragraph: "Certainly not," she replied, tranquilly and firmly. xyxy=(533,1971,651,1992)
paragraph: "Then let me kill him," said Edgar, with trembling lips. xyxy=(533,1994,651,2014)
paragraph: "I am in full possession of my senses. You have betrayed me. I have condemned you to death. Now to wake my friends!" and she woke up the sleeping lions and excited them with her whip, while the prince cried for help. But his cries were drowned by the wintry storms. The lions, irritated and encouraged by Herma's cries, sprang upon him. His blood was already flowing. He supplicated and defended himself desperately; while she, her face burning against the cold bars, feasted her eyes on his mortal anguish. xyxy=(662,975,779,1154)
paragraph: The Auckland Horticultural Society hold their Autumn Show next Friday and Saturday. I would therefore like to say a few words to those who take a pleasure in horticultural matters. All who grow either fruit, flowers, or vegetables always want to grow the best kinds, and up to a certain mark of excellence. It is sometimes a great puzzle to find out what are the best kinds. Now, by visiting the show and taking notes of the different exhibits, more will be learned in one day than could be taught in years by limited individual practice. From all parts of the surrounding Auckland district the best produce of the gardens will be staged. They will be judged and awarded prizes according to merit. The judging of the separate classes has been entrusted to cultivators noted for their proficiency in those classes. Therefore every award should be taken as a standard of its class. Amateurs and others interested can see that what standard is here, and next season try and give something better. These shows are held for the above purpose. Formerly only a few seemed to take any interest in them, but I hope they will become more numerous in future. No distinct can progress in horticultural matters, unless greater interest is taken in horticultural exhibitions. xyxy=(19,1037,136,1459)
paragraph: "I cannot do justice to the chaplet, lady," said the bronze-worker, astonished at her violence of tone; "the ornamental part—" xyxy=(276,1304,393,1356)
paragraph: It is a mistake to lay out flower beds in exact geometrical forms, unless one has the means to adopt the geometric style of landscape gardening. This style has a bed in one part of the lawn balanced by a similar bed in another corresponding part, tree trees in straight and balanced rows, and walks with straight borders and sharp, straight angles. It admits of few curves, and no irregularities. It calls for an exactness of detail which is expensive, and to most persons displeasing. This style of gardening is going out of date, to be superseded by the more free, graceful, and informal natural style. The natural style admits of long and beautiful curves, of irregularities in surface and positions of planting. The beautiful mostly takes the beauty if the geometric style, but it may sometimes add to the charm of a natural landscape. Trees irregularly scattered in clumps and a single specimen give a much more pleasant effect than if planted in rows, where every specimen must look alive to preserve the symmetry. A vacant place or a smaller tree makes a sore unsightly, while it adds to the charm of a natural arrangement. Some flowers will be sure to grow poorly or fail to come up. Such a failure spoils the effect of a geometric design. Some plants will persist in growing higher or coarser than plants in a corresponding bed, and the beauty of the whole design is lessened. It is better to scatter flower beds wherever a suitable place occurs for locating them. It is poor taste to plant directly in front of the house. A straight walk from the front gate directly to the front door is not in good taste, and is still less so if it is bordered with flowers or shrub. Most individuals make the ridiculous planting too many flowerbeds. The beauty of a clean lawn is enhanced by a few tasty beds, while it is spoilt by too many. Make the beds wide. If they are narrow, or have long, narrow points or appendages, the grass roots from each side will be sure to jets foot under the bed and choke out the flowers. A sharp-cut sod is the neatest border for a flower bed. Stones, shells, bricks, and bear bottles do not make tasty borders. It is a mistake to plant too many kinds of plants. A bed with nothing but phlox is far better than one with a dozen species of plants. xyxy=(148,121,264,869)
paragraph: keep up the terrible strain which mine was enduring. Suddenly the faithful animal stumbled over a low sand dune and fell to his knees, throwing me to the ground. In an instant the hungry pack were upon me, and I imagined I felt their fangs already buried in my flesh. For less swiftness to my movements, however, and I remounted and was off just as the leaders were about to pounce on me. My horse soon began to show the effects of his terrible efforts, and thinking to gain time, I threw away the blanket which I had hastily thrown over the horse at the first alarm. This gave me a slight advantage for a time, and no sooner did it touch the ground than it was torn to shreds by the angry brutes. Two delay gave me a small advantage, but I soon perceived that I was losing it, and my horse's movements became more laboured. I next sacrificed my overcoat, then the next which I wore, which in turn suffered the fate of the blanket. My horse showing signs of exhaustion, but he still kept his feet; but I realised that in a short time my fate was sealed, unless a miracle was interposed to save me. The wolves were already snapping at my horse's heels, when upon looking up I saw lights in front of me, perhaps a mile or so distant. I endeavoured to urge my horse to further efforts, but without avail. The poor animal was breathing heavily and could hardly keep his feet. The maddened brutes were jumping and snapping around me, and I had struck several of them down with the butt of my rifle, after having exhausted the ammunition in shooting at them. I turned and found myself within a few hundred feet of a house and a rail enclosure. Making a last desperate effort, my horse cleared the fence and fell dead on the inside. At the same moment several men came out of the door of the house with lanterns, aroused, no doubt, by the unearthly sounds. I was quickly dragged inside, and immediately unconscious. Upon recovering consciousness I was found daylight, and I found myself in the cabin of a ranchman, within half a mile of the station whence I had started in the morning, lying on a rude bed, with a man sitting near by and watching me. It seems that my horse, guided by instinct, had taken the straightest direction for the place from which we had started. I learned by inquiry that the wolves had surrounded the house all night long, killing the rest of the cattle, and those who did escape with their fearful howls, and never departed until daylight. I was too ill from the effects of the fearful experience I had undergone to leave the house until yesterday, and I came to Denver for rest and recuperation."—Denver News." xyxy=(791,41,916,863)
paragraph: South Canterbury Agricultural and Pastoral Society is in rather a sickly condition. The last show was a comparative failure, and the Association has now a bank overdraft of £451. A canvass is to be made for subscriptions. xyxy=(791,2182,916,2256)
paragraph: "Well, lady, the head should be wrought in some ornamental fashion," said Antonio. xyxy=(276,1120,393,1152)
paragraph: a hundred mouths, but Herma had already recovered herself; a look and a command, and the lion loosened her arm; she sprang up, seized the beast by the mane, placed her foot on him, and lashed him until he was completely subjected, and lay docile at her feet. xyxy=(662,41,779,135)
divider xyxy=(422,310,504,311)
